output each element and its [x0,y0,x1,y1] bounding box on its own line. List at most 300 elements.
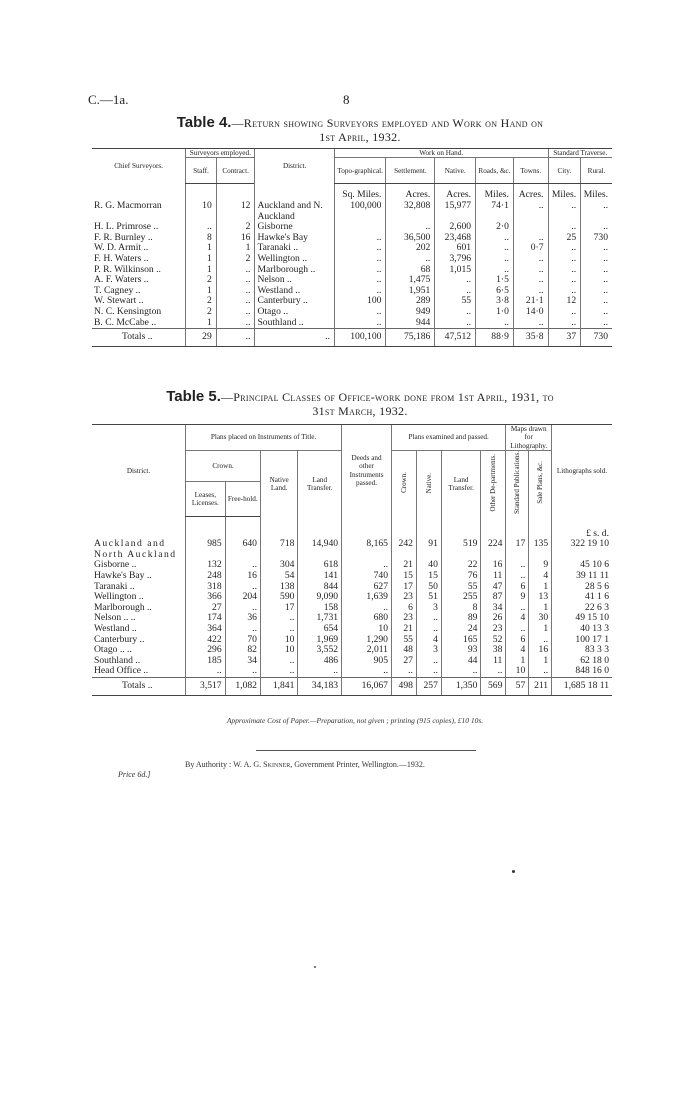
table5-header-ex-crown: Crown. [399,472,408,494]
table5-cell-freehold: 640 [225,539,260,560]
table5-cell-native-land: .. [260,656,297,667]
table5-header-ex-crown-cell [391,451,416,517]
table4-cell-city: .. [548,318,581,329]
table5-cell-other: 224 [481,539,506,560]
table5-cell-district: Otago .. .. [94,644,132,656]
table5-cell-land-transfer: 1,969 [298,635,342,646]
table4-cell-rural: .. [581,243,612,254]
table5-cell-ex-native: .. [416,656,441,667]
table4-cell-name: F. H. Waters .. [94,252,149,264]
table4-cell-settlement: 68 [386,265,435,276]
table4-cell-rural: .. [581,286,612,297]
table4-totals-row [92,329,612,347]
table5-cell-leases: 27 [186,603,226,614]
table5-cell-ex-native: 50 [416,582,441,593]
table5-cell-other: 34 [481,603,506,614]
table5-cell-ex-lt: 93 [441,645,481,656]
table5-cell-leases: 318 [186,582,226,593]
table5-cell-district: Southland .. [94,654,141,666]
table4-cell-towns: .. [513,286,548,297]
table4-cell-name: T. Cagney .. [94,284,141,296]
table5-header-other-dept: Other De-partments. [489,453,498,512]
table5-header-land-transfer: Land Transfer. [298,451,342,517]
table4-cell-staff: .. [186,222,217,233]
table4-cell-native: 601 [435,243,476,254]
table4-cell-rural: .. [581,222,612,233]
table5-cell-district: Taranaki .. [94,580,135,592]
authority-suffix: Government Printer, Wellington.—1932. [294,760,425,769]
table4-cell-district: Gisborne [255,222,334,233]
table5-cell-ex-lt: 76 [441,571,481,582]
table5-row [92,582,612,593]
table5-cell-litho: 41 1 6 [552,592,612,603]
table5-cell-leases: 985 [186,539,226,560]
table5-cell-std: .. [506,624,529,635]
table4-cell-roads: .. [476,265,514,276]
table4-cell-topo: .. [334,275,386,286]
table4-header-standard: Standard Traverse. [548,149,612,158]
table4-total-settlement: 75,186 [386,329,435,347]
table4-header-rural: Rural. [581,158,612,184]
table5-header-native-land: Native Land. [260,451,297,517]
table4-header-towns: Towns. [513,158,548,184]
table4-cell-district: Canterbury .. [255,296,334,307]
table4-cell-district: Taranaki .. [255,243,334,254]
table4-cell-district: Westland .. [255,286,334,297]
table4-total-city: 37 [548,329,581,347]
table4-header-chief: Chief Surveyors. [92,149,186,184]
table4-cell-contract: 1 [216,243,255,254]
table4-cell-staff: 2 [186,307,217,318]
table5-total-ex-crown: 498 [391,677,416,695]
table4-cell-towns: .. [513,254,548,265]
table5-cell-ex-crown: 17 [391,582,416,593]
table5-cell-ex-lt: 165 [441,635,481,646]
table5-cell-std: 17 [506,539,529,560]
table4-header-staff: Staff. [186,158,217,184]
table5-cell-litho: 49 15 10 [552,613,612,624]
table5-cell-sale: 1 [529,582,552,593]
table5-cell-leases: 132 [186,560,226,571]
table4-total-contract: .. [216,329,255,347]
table5-cell-leases: 174 [186,613,226,624]
table5-total-freehold: 1,082 [225,677,260,695]
table5-cell-ex-crown: 242 [391,539,416,560]
table4-row [92,201,612,222]
table5-cell-leases: 422 [186,635,226,646]
table4-cell-name: P. R. Wilkinson .. [94,263,161,275]
table4-cell-settlement: 944 [386,318,435,329]
table4-cell-settlement: 1,475 [386,275,435,286]
table4-units-row [92,184,612,201]
table5-cell-land-transfer: 9,090 [298,592,342,603]
table5-cell-native-land: .. [260,624,297,635]
table5-cell-deeds: 1,290 [342,635,392,646]
table5-header-ex-native-cell [416,451,441,517]
table5-cell-ex-lt: .. [441,666,481,677]
table4-cell-settlement: 1,951 [386,286,435,297]
table5-cell-sale: .. [529,635,552,646]
speck-mark [314,966,316,968]
table4-cell-city: .. [548,265,581,276]
table4-cell-settlement: 289 [386,296,435,307]
table5-cell-native-land: 17 [260,603,297,614]
table5-cell-ex-native: 91 [416,539,441,560]
table4-title-line2: 1st April, 1932. [319,130,401,144]
table5-cell-other: .. [481,666,506,677]
table4-cell-contract: 2 [216,222,255,233]
table4-caption [95,116,625,144]
table4-unit: Miles. [548,184,581,201]
table4-cell-rural: .. [581,265,612,276]
table5 [92,424,612,696]
table5-cell-sale: 1 [529,624,552,635]
table4-totals-label: Totals .. [92,329,186,347]
table5-total-other: 569 [481,677,506,695]
table4-cell-city: .. [548,222,581,233]
table5-cell-ex-native: 51 [416,592,441,603]
table5-cell-other: 47 [481,582,506,593]
table5-cell-native-land: 10 [260,645,297,656]
table4-cell-rural: .. [581,201,612,222]
table5-row [92,635,612,646]
table5-row [92,613,612,624]
table4-cell-name: R. G. Macmorran [94,200,162,211]
table5-cell-litho: 848 16 0 [552,666,612,677]
table5-header-maps: Maps drawn for Lithography. [506,425,552,451]
table4-cell-staff: 8 [186,233,217,244]
table5-cell-leases: 296 [186,645,226,656]
table4-header-settlement: Settlement. [386,158,435,184]
table4-cell-contract: 2 [216,254,255,265]
table4-header-topo: Topo-graphical. [334,158,386,184]
table5-cell-std: 9 [506,592,529,603]
table5-cell-land-transfer: 14,940 [298,539,342,560]
table4-cell-district: Wellington .. [255,254,334,265]
authority-name: W. A. G. Skinner, [233,760,293,769]
table5-total-native-land: 1,841 [260,677,297,695]
table4-cell-district: Marlborough .. [255,265,334,276]
table5-cell-native-land: 138 [260,582,297,593]
table4-unit: Miles. [476,184,514,201]
table5-cell-native-land: 54 [260,571,297,582]
table4-cell-city: .. [548,307,581,318]
table4-total-district: .. [255,329,334,347]
table5-cell-other: 16 [481,560,506,571]
table5-cell-native-land: 304 [260,560,297,571]
table5-cell-district: Gisborne .. [94,559,137,571]
table5-cell-freehold: 70 [225,635,260,646]
table4-cell-contract: .. [216,275,255,286]
table4-cell-topo: 100 [334,296,386,307]
table5-cell-litho: 100 17 1 [552,635,612,646]
table5-cell-land-transfer: 3,552 [298,645,342,656]
table4-cell-towns: .. [513,318,548,329]
table5-cell-sale: 1 [529,656,552,667]
table5-cell-litho: 322 19 10 [552,539,612,560]
table5-cell-native-land: 718 [260,539,297,560]
table5-cell-other: 11 [481,656,506,667]
table5-cell-std: .. [506,560,529,571]
table4-cell-staff: 1 [186,265,217,276]
table5-caption [95,390,625,418]
table5-total-ex-native: 257 [416,677,441,695]
table5-header-plans-title: Plans placed on Instruments of Title. [186,425,342,451]
table5-cell-other: 38 [481,645,506,656]
table4-cell-native: .. [435,307,476,318]
divider-rule [256,750,476,751]
table4-cell-roads: 6·5 [476,286,514,297]
table4-cell-contract: 16 [216,233,255,244]
price-note: Price 6d.] [118,770,151,779]
table5-cell-leases: 248 [186,571,226,582]
table4-row [92,307,612,318]
table4-cell-settlement: 36,500 [386,233,435,244]
table4-cell-name: W. D. Armit .. [94,242,149,254]
table4-cell-staff: 2 [186,275,217,286]
table4-cell-topo: .. [334,318,386,329]
table4-total-native: 47,512 [435,329,476,347]
table5-cell-sale: 135 [529,539,552,560]
table5-cell-deeds: 2,011 [342,645,392,656]
table5-header-freehold: Free-hold. [225,481,260,516]
table4-total-roads: 88·9 [476,329,514,347]
table4-cell-topo: .. [334,265,386,276]
table5-cell-std: 6 [506,635,529,646]
table5-cell-native-land: 10 [260,635,297,646]
table4-cell-city: 25 [548,233,581,244]
table4-unit: Acres. [435,184,476,201]
table4-cell-native: .. [435,286,476,297]
table4-cell-settlement: 202 [386,243,435,254]
table4-cell-topo: .. [334,307,386,318]
table5-cell-freehold: .. [225,582,260,593]
table5-row [92,666,612,677]
table4-unit: Miles. [581,184,612,201]
table5-units-row [92,517,612,540]
table5-cell-sale: 1 [529,603,552,614]
table4-cell-topo: .. [334,243,386,254]
cost-note: Approximate Cost of Paper.—Preparation, not given ; printing (915 copies), £10 10s. [226,716,484,725]
table4-cell-contract: .. [216,265,255,276]
table4-header-work: Work on Hand. [334,149,548,158]
table5-cell-litho: 62 18 0 [552,656,612,667]
table4-header-district: District. [255,149,334,184]
table5-cell-litho: 22 6 3 [552,603,612,614]
table5-cell-sale: 16 [529,645,552,656]
authority-prefix: By Authority : [185,760,232,769]
table4-cell-city: .. [548,243,581,254]
table5-cell-deeds: .. [342,666,392,677]
table5-cell-freehold: 34 [225,656,260,667]
table4-row [92,265,612,276]
table5-cell-ex-lt: 255 [441,592,481,603]
table5-cell-ex-crown: 23 [391,613,416,624]
table4-cell-native: 23,468 [435,233,476,244]
table5-cell-leases: .. [186,666,226,677]
table4-total-staff: 29 [186,329,217,347]
table5-cell-leases: 366 [186,592,226,603]
table4-cell-native: .. [435,275,476,286]
speck-mark [512,870,515,873]
table5-cell-ex-native: .. [416,613,441,624]
table5-cell-ex-native: 3 [416,645,441,656]
table5-cell-litho: 28 5 6 [552,582,612,593]
table4-cell-staff: 10 [186,201,217,222]
table5-cell-leases: 364 [186,624,226,635]
table4-header-employed: Surveyors employed. [186,149,255,158]
table5-cell-ex-lt: 55 [441,582,481,593]
table4-cell-roads: 74·1 [476,201,514,222]
table5-cell-sale: 9 [529,560,552,571]
table5-total-std: 57 [506,677,529,695]
table4-cell-towns: .. [513,275,548,286]
table4-cell-native: 1,015 [435,265,476,276]
table4-cell-rural: .. [581,275,612,286]
table4-cell-roads: 2·0 [476,222,514,233]
table5-cell-ex-lt: 8 [441,603,481,614]
table5-lsd-units: £ s. d. [552,517,612,540]
table5-cell-freehold: .. [225,624,260,635]
table5-title-line2: 31st March, 1932. [312,404,408,418]
table4-row [92,254,612,265]
table5-cell-deeds: 627 [342,582,392,593]
table4-cell-towns: .. [513,233,548,244]
table5-header-sale-cell [529,451,552,517]
table5-cell-litho: 83 3 3 [552,645,612,656]
table4-cell-name: N. C. Kensington [94,305,162,317]
table5-cell-deeds: 740 [342,571,392,582]
table5-cell-deeds: 680 [342,613,392,624]
table4-header-city: City. [548,158,581,184]
table5-cell-other: 23 [481,624,506,635]
table5-cell-ex-native: 15 [416,571,441,582]
table5-cell-deeds: .. [342,603,392,614]
table4-cell-contract: .. [216,318,255,329]
table4-total-topo: 100,100 [334,329,386,347]
table4-cell-city: .. [548,254,581,265]
table4-cell-roads: .. [476,243,514,254]
table4-unit: Sq. Miles. [334,184,386,201]
table5-cell-ex-native: 4 [416,635,441,646]
table4-cell-native: .. [435,318,476,329]
table4-cell-city: .. [548,286,581,297]
table4-row [92,222,612,233]
table5-header-sale-plans: Sale Plans, &c. [536,461,545,505]
table4-cell-contract: .. [216,307,255,318]
page-number: 8 [343,92,350,107]
table4-cell-contract: .. [216,286,255,297]
table5-header-deeds: Deeds and other Instruments passed. [342,425,392,517]
table5-header-std-pub: Standard Publications. [513,451,522,515]
table4-cell-topo: .. [334,254,386,265]
table5-cell-deeds: 8,165 [342,539,392,560]
table4-cell-topo: .. [334,233,386,244]
table5-cell-district: Auckland and North Auckland [94,538,177,560]
table5-header-examined: Plans examined and passed. [391,425,505,451]
table4-row [92,275,612,286]
table4-cell-name: W. Stewart .. [94,295,144,307]
table5-cell-freehold: .. [225,560,260,571]
table5-cell-land-transfer: .. [298,666,342,677]
table5-cell-leases: 185 [186,656,226,667]
table5-row [92,539,612,560]
table4-cell-district: Southland .. [255,318,334,329]
table5-cell-ex-lt: 24 [441,624,481,635]
table5-cell-deeds: 905 [342,656,392,667]
table4 [92,148,612,347]
table4-cell-staff: 2 [186,296,217,307]
table4-cell-roads: .. [476,254,514,265]
table5-cell-std: .. [506,571,529,582]
table5-cell-district: Wellington .. [94,591,144,603]
table4-cell-staff: 1 [186,318,217,329]
table5-cell-other: 11 [481,571,506,582]
table5-cell-freehold: 36 [225,613,260,624]
table4-cell-roads: .. [476,233,514,244]
table5-cell-ex-native: .. [416,624,441,635]
table5-row [92,571,612,582]
table4-cell-name: B. C. McCabe .. [94,316,157,328]
table5-cell-other: 26 [481,613,506,624]
table5-cell-ex-native: .. [416,666,441,677]
table5-cell-sale: 4 [529,571,552,582]
table4-cell-roads: 1·5 [476,275,514,286]
table5-total-sale: 211 [529,677,552,695]
table5-row [92,656,612,667]
table5-header-litho: Lithographs sold. [552,425,612,517]
table5-row [92,592,612,603]
table4-unit: Acres. [513,184,548,201]
table4-total-towns: 35·8 [513,329,548,347]
table5-total-ex-lt: 1,350 [441,677,481,695]
table4-cell-settlement: 949 [386,307,435,318]
table4-cell-towns: .. [513,265,548,276]
table5-cell-ex-crown: 55 [391,635,416,646]
table4-row [92,318,612,329]
table4-cell-staff: 1 [186,286,217,297]
table4-cell-district: Nelson .. [255,275,334,286]
table5-header-ex-native: Native. [424,472,433,493]
table5-header-district: District. [92,425,186,517]
table4-cell-topo: 100,000 [334,201,386,222]
table4-header-roads: Roads, &c. [476,158,514,184]
table5-cell-ex-crown: 48 [391,645,416,656]
table4-unit: Acres. [386,184,435,201]
table5-cell-ex-crown: 23 [391,592,416,603]
table4-cell-contract: .. [216,296,255,307]
table5-cell-deeds: .. [342,560,392,571]
table4-cell-roads: 3·8 [476,296,514,307]
table4-header-contract: Contract. [216,158,255,184]
table4-cell-settlement: .. [386,222,435,233]
table5-cell-ex-crown: .. [391,666,416,677]
table5-cell-ex-crown: 6 [391,603,416,614]
table5-cell-district: Nelson .. .. [94,612,136,624]
table5-cell-district: Head Office .. [94,665,149,677]
table5-cell-sale: 13 [529,592,552,603]
table4-cell-name: A. F. Waters .. [94,274,149,286]
table5-cell-freehold: .. [225,666,260,677]
table5-cell-litho: 45 10 6 [552,560,612,571]
table5-cell-ex-lt: 22 [441,560,481,571]
table4-cell-rural: .. [581,307,612,318]
table5-cell-land-transfer: 486 [298,656,342,667]
table5-totals-label: Totals .. [92,677,186,695]
table5-cell-freehold: 204 [225,592,260,603]
table5-cell-ex-crown: 15 [391,571,416,582]
table5-cell-district: Marlborough .. [94,601,152,613]
